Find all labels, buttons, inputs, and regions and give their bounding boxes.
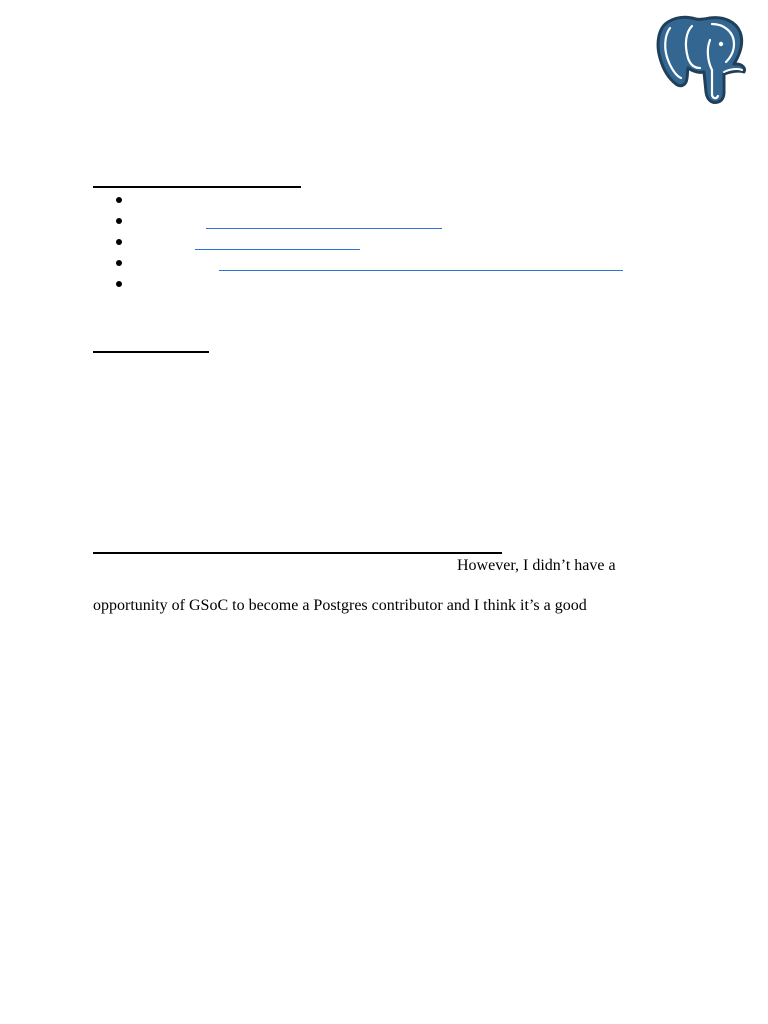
list-item [0,253,768,273]
bullet-list [0,190,768,300]
postgresql-elephant-logo-icon [654,14,748,106]
bullet-icon [116,197,122,203]
bullet-icon [116,218,122,224]
body-text-line: However, I didn’t have a [457,557,616,574]
heading-underline-3 [93,552,502,554]
bullet-icon [116,281,122,287]
list-item [0,211,768,231]
hyperlink-underline[interactable] [195,249,360,250]
list-item [0,274,768,294]
hyperlink-underline[interactable] [206,228,442,229]
heading-underline-1 [93,186,301,188]
bullet-icon [116,239,122,245]
list-item [0,232,768,252]
hyperlink-underline[interactable] [219,270,623,271]
heading-underline-2 [93,351,209,353]
bullet-icon [116,260,122,266]
list-item [0,190,768,210]
body-text-line: opportunity of GSoC to become a Postgres contributor and I think it’s a good [93,597,587,614]
